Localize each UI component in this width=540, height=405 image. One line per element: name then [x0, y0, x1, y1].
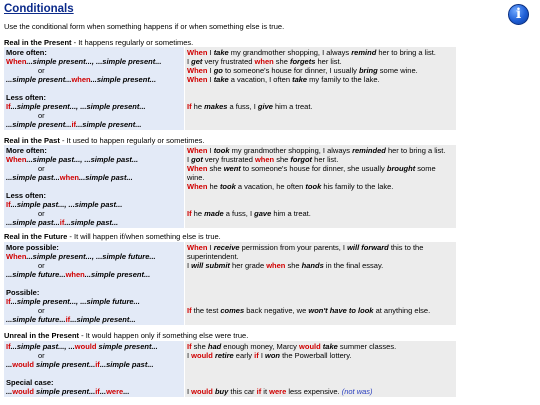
formula-text: ...simple past...: [64, 218, 119, 227]
example-text: got: [191, 155, 203, 164]
example-text: I: [187, 351, 192, 360]
example-text: gave: [254, 209, 272, 218]
keyword: When: [187, 243, 208, 252]
example-text: early: [233, 351, 255, 360]
formula-text: ...simple present...: [70, 315, 136, 324]
keyword: when: [59, 173, 79, 182]
frequency-label: More often:: [6, 146, 47, 155]
keyword: If: [187, 306, 192, 315]
formula-text: ...simple past..., ...simple past...: [10, 200, 123, 209]
formula-text: simple present...: [96, 342, 158, 351]
example-text: very frustrated: [202, 57, 255, 66]
example-text: take: [213, 48, 229, 57]
example-text: give: [257, 102, 273, 111]
example-text: remind: [351, 48, 377, 57]
example-text: a fuss, I: [223, 209, 255, 218]
example-text: some wine.: [187, 164, 436, 182]
frequency-label: More possible:: [6, 243, 59, 252]
conditional-table: [4, 47, 456, 130]
formula-text: ...simple present...: [76, 120, 142, 129]
keyword: If: [6, 297, 11, 306]
section-heading: [4, 232, 221, 241]
example-text: she: [191, 342, 208, 351]
example-text: him a treat.: [271, 209, 311, 218]
formula-text: ...simple past...: [99, 360, 154, 369]
example-text: this car: [228, 387, 257, 396]
example-sentence: [187, 48, 453, 57]
or-separator: or: [38, 164, 45, 173]
conditional-table: [4, 242, 456, 325]
keyword: If: [187, 209, 192, 218]
example-text: at anything else.: [373, 306, 431, 315]
example-text: she: [207, 164, 224, 173]
section-description: - It will happen if/when something else is true.: [67, 232, 221, 241]
example-text: her list.: [312, 155, 339, 164]
keyword: when: [65, 270, 85, 279]
example-text: buy: [214, 387, 229, 396]
section-description: - It would happen only if something else were true.: [79, 331, 249, 340]
section-title: Real in the Past: [4, 136, 60, 145]
formula-line: [6, 102, 146, 111]
keyword: would: [299, 342, 321, 351]
example-text: get: [191, 57, 203, 66]
example-column: [185, 145, 456, 228]
keyword: if: [59, 218, 65, 227]
keyword: if: [71, 120, 77, 129]
example-text: less expensive.: [286, 387, 342, 396]
example-sentence: [187, 261, 453, 270]
example-sentence: [187, 57, 453, 66]
example-text: I: [187, 387, 192, 396]
example-column: [185, 341, 456, 397]
example-text: won't have to look: [308, 306, 374, 315]
page-intro: Use the conditional form when something happens if or when something else is true.: [4, 22, 285, 31]
formula-line: [6, 218, 118, 227]
keyword: would: [12, 360, 34, 369]
or-separator: or: [38, 66, 45, 75]
example-text: her to bring a list.: [385, 146, 446, 155]
example-text: him a treat.: [272, 102, 313, 111]
keyword: would: [191, 351, 213, 360]
formula-text: ...simple past...: [6, 218, 60, 227]
or-separator: or: [38, 111, 45, 120]
example-text: a vacation, I often: [228, 75, 293, 84]
or-separator: or: [38, 351, 45, 360]
example-text: receive: [213, 243, 240, 252]
section-title: Real in the Present: [4, 38, 72, 47]
formula-text: ...simple present..., ...simple present...: [26, 57, 162, 66]
formula-text: ...simple past...: [6, 173, 60, 182]
page-title: Conditionals: [4, 3, 74, 15]
example-text: retire: [214, 351, 234, 360]
example-sentence: [187, 75, 453, 84]
example-text: she: [285, 261, 302, 270]
example-text: a fuss, I: [227, 102, 258, 111]
example-text: take: [213, 75, 229, 84]
section-title: Real in the Future: [4, 232, 68, 241]
example-text: my grandmother shopping, I always: [228, 48, 352, 57]
example-text: go: [213, 66, 223, 75]
keyword: If: [187, 102, 192, 111]
example-text: it: [261, 387, 270, 396]
example-text: forgot: [290, 155, 313, 164]
formula-text: ...simple present..., ...simple future...: [10, 297, 140, 306]
keyword: When: [187, 182, 208, 191]
keyword: When: [187, 146, 208, 155]
keyword: were: [106, 387, 124, 396]
example-text: he: [207, 182, 220, 191]
formula-line: [6, 270, 150, 279]
keyword: When: [6, 252, 27, 261]
example-text: to someone's house for dinner, she usually: [240, 164, 387, 173]
formula-line: [6, 75, 156, 84]
formula-text: ...simple past..., ...: [10, 342, 75, 351]
example-text: hands: [301, 261, 324, 270]
frequency-label: Less often:: [6, 191, 47, 200]
example-text: will submit: [191, 261, 230, 270]
keyword: would: [191, 387, 213, 396]
section-description: - It used to happen regularly or sometimes.: [59, 136, 205, 145]
example-text: I: [258, 351, 265, 360]
formula-text: ...simple present...: [90, 75, 157, 84]
example-text: take: [292, 75, 308, 84]
frequency-label: Special case:: [6, 378, 54, 387]
example-column: [185, 242, 456, 325]
example-text: the test: [191, 306, 221, 315]
example-text: permission from your parents, I: [239, 243, 348, 252]
example-sentence: [187, 155, 453, 164]
keyword: When: [187, 164, 208, 173]
formula-text: ...simple present...: [6, 120, 72, 129]
keyword: If: [187, 342, 192, 351]
section-heading: [4, 331, 248, 340]
example-sentence: [187, 342, 453, 351]
example-sentence: [187, 387, 453, 396]
formula-line: [6, 173, 133, 182]
example-text: I: [207, 146, 214, 155]
example-text: very frustrated: [202, 155, 255, 164]
example-text: took: [213, 146, 230, 155]
formula-line: [6, 297, 140, 306]
example-text: this to the superintendent.: [187, 243, 424, 261]
keyword: If: [6, 342, 11, 351]
example-sentence: [187, 102, 453, 111]
example-text: I: [207, 66, 214, 75]
or-separator: or: [38, 306, 45, 315]
example-text: a vacation, he often: [235, 182, 306, 191]
or-separator: or: [38, 209, 45, 218]
formula-text: ...simple present...: [84, 270, 151, 279]
formula-line: [6, 252, 156, 261]
keyword: if: [254, 351, 259, 360]
keyword: if: [65, 315, 71, 324]
example-text: she: [274, 155, 291, 164]
example-text: makes: [204, 102, 228, 111]
section-heading: [4, 38, 193, 47]
keyword: when: [71, 75, 91, 84]
keyword: When: [187, 48, 208, 57]
section-heading: [4, 136, 205, 145]
example-text: made: [204, 209, 224, 218]
keyword: would: [74, 342, 97, 351]
formula-text: ...simple present..., ...simple present...: [10, 102, 146, 111]
example-text: will forward: [347, 243, 389, 252]
keyword: When: [6, 57, 27, 66]
example-text: I: [207, 243, 214, 252]
conditional-table: [4, 145, 456, 228]
example-text: had: [207, 342, 222, 351]
keyword: if: [95, 360, 100, 369]
formula-column: [4, 341, 184, 397]
example-text: I: [187, 261, 192, 270]
example-sentence: [187, 182, 453, 191]
example-text: I: [207, 75, 214, 84]
info-icon[interactable]: i: [508, 4, 529, 25]
keyword: when: [266, 261, 286, 270]
keyword: if: [95, 387, 100, 396]
formula-text: simple present...: [33, 360, 96, 369]
example-sentence: [187, 164, 453, 182]
formula-line: [6, 57, 161, 66]
formula-line: [6, 155, 138, 164]
formula-column: [4, 47, 184, 130]
formula-line: [6, 342, 158, 351]
example-text: take: [322, 342, 338, 351]
example-text: bring: [358, 66, 378, 75]
example-text: my family to the lake.: [307, 75, 380, 84]
example-text: went: [223, 164, 241, 173]
frequency-label: Possible:: [6, 288, 40, 297]
formula-text: ...: [6, 387, 13, 396]
example-sentence: [187, 209, 453, 218]
example-text: brought: [386, 164, 416, 173]
section-title: Unreal in the Present: [4, 331, 80, 340]
example-text: my grandmother shopping, I always: [229, 146, 353, 155]
example-text: he: [191, 102, 205, 111]
example-text: in the final essay.: [323, 261, 384, 270]
frequency-label: More often:: [6, 48, 47, 57]
keyword: When: [6, 155, 27, 164]
formula-text: ...simple present...: [6, 75, 72, 84]
formula-line: [6, 387, 129, 396]
formula-text: ...simple past..., ...simple past...: [26, 155, 139, 164]
example-text: she: [273, 57, 290, 66]
keyword: were: [269, 387, 287, 396]
example-text: he: [191, 209, 205, 218]
example-text: comes: [220, 306, 245, 315]
formula-line: [6, 315, 136, 324]
keyword: When: [187, 75, 208, 84]
example-text: summer classes.: [337, 342, 397, 351]
example-text: I: [187, 155, 192, 164]
formula-text: ...simple future...: [6, 270, 66, 279]
example-text: her to bring a list.: [376, 48, 436, 57]
example-text: reminded: [352, 146, 386, 155]
example-text: the Powerball lottery.: [280, 351, 352, 360]
formula-text: ...: [99, 387, 107, 396]
example-sentence: [187, 351, 453, 360]
keyword: when: [254, 57, 274, 66]
keyword: would: [12, 387, 34, 396]
example-text: I: [187, 57, 192, 66]
keyword: if: [256, 387, 262, 396]
frequency-label: Less often:: [6, 93, 47, 102]
note-text: (not was): [341, 387, 373, 396]
formula-line: [6, 120, 142, 129]
keyword: If: [6, 200, 11, 209]
example-sentence: [187, 66, 453, 75]
or-separator: or: [38, 261, 45, 270]
formula-line: [6, 200, 122, 209]
formula-column: [4, 242, 184, 325]
section-description: - It happens regularly or sometimes.: [71, 38, 194, 47]
example-text: took: [219, 182, 236, 191]
example-sentence: [187, 243, 453, 261]
example-sentence: [187, 146, 453, 155]
example-text: forgets: [289, 57, 316, 66]
example-text: took: [305, 182, 322, 191]
example-column: [185, 47, 456, 130]
example-text: his family to the lake.: [321, 182, 394, 191]
formula-text: ...simple present..., ...simple future...: [26, 252, 156, 261]
example-text: I: [207, 48, 214, 57]
conditional-table: [4, 341, 456, 397]
example-text: back negative, we: [244, 306, 309, 315]
formula-column: [4, 145, 184, 228]
formula-text: ...simple future...: [6, 315, 66, 324]
keyword: If: [6, 102, 11, 111]
example-text: won: [265, 351, 280, 360]
formula-text: ...: [6, 360, 13, 369]
formula-line: [6, 360, 154, 369]
example-text: her list.: [315, 57, 342, 66]
example-sentence: [187, 306, 453, 315]
formula-text: simple present...: [33, 387, 96, 396]
example-text: her grade: [229, 261, 267, 270]
example-text: some wine.: [377, 66, 418, 75]
formula-text: ...simple past...: [78, 173, 133, 182]
keyword: when: [254, 155, 275, 164]
keyword: When: [187, 66, 208, 75]
example-text: to someone's house for dinner, I usually: [222, 66, 359, 75]
example-text: enough money, Marcy: [221, 342, 300, 351]
formula-text: ...: [123, 387, 130, 396]
